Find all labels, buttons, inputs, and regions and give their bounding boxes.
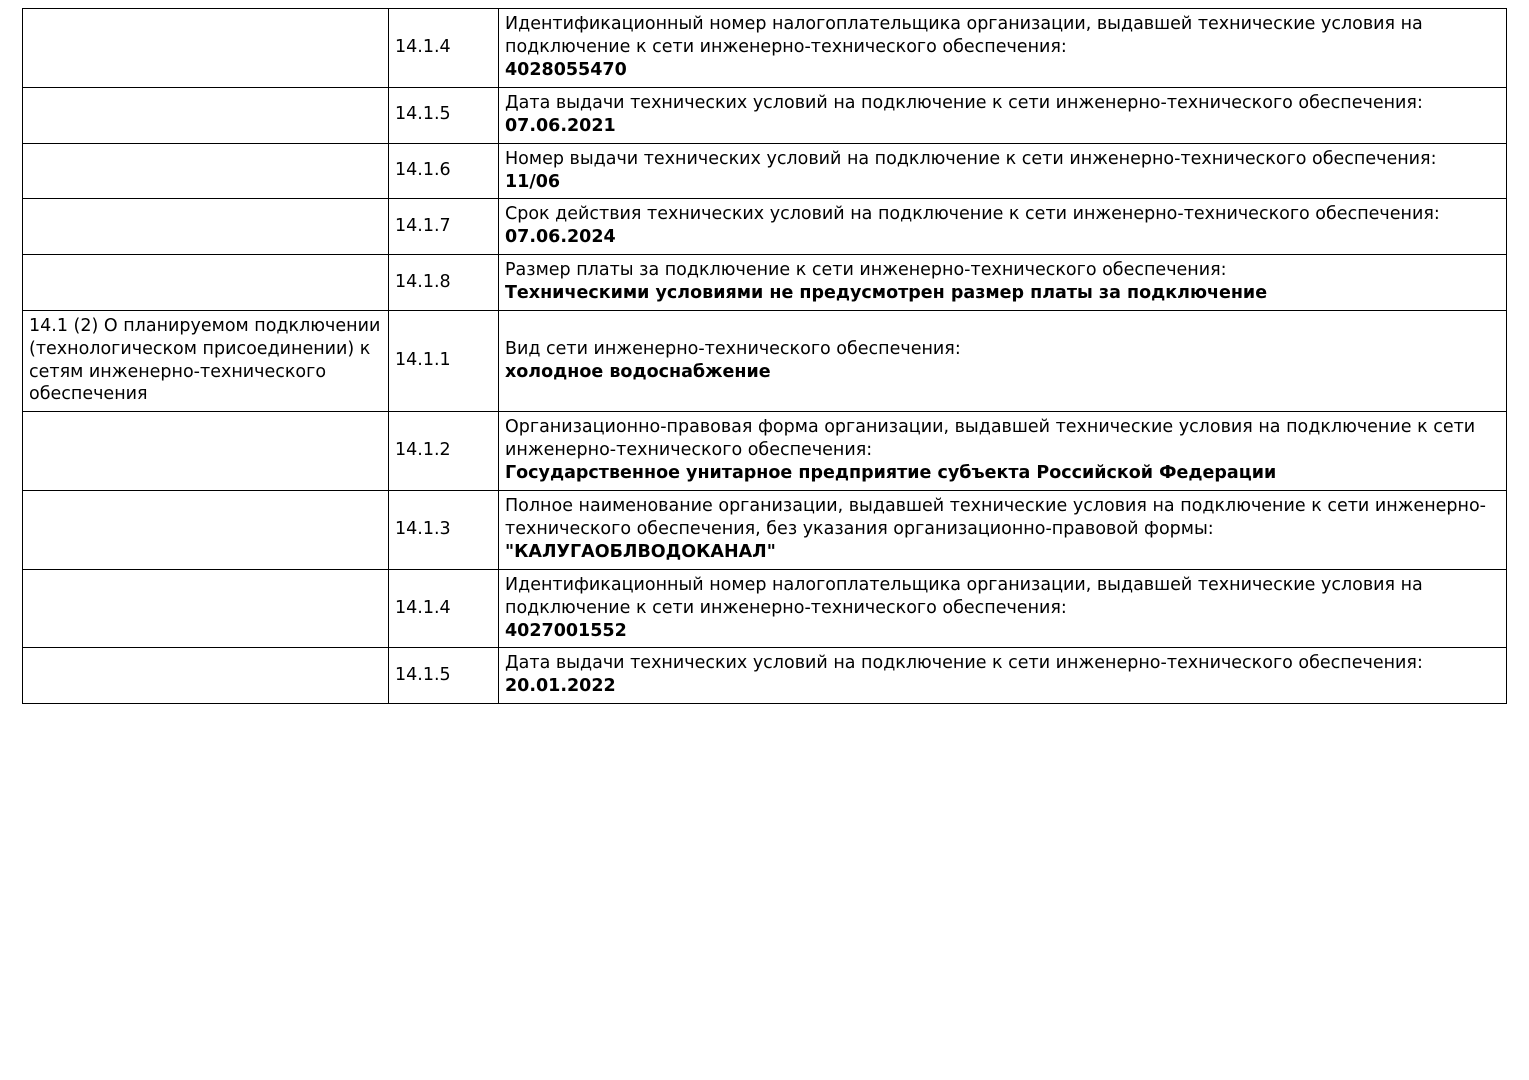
table-body (23, 9, 1507, 704)
row-section-label (23, 490, 389, 569)
row-code: 14.1.4 (389, 9, 499, 88)
row-content-text: Дата выдачи технических условий на подключение к сети инженерно-технического обеспечения: (505, 92, 1423, 113)
row-content (499, 648, 1507, 704)
row-content-value: "КАЛУГАОБЛВОДОКАНАЛ" (505, 541, 776, 562)
table-row (23, 490, 1507, 569)
row-content-text: Размер платы за подключение к сети инженерно-технического обеспечения: (505, 260, 1227, 281)
row-content-value: 4027001552 (505, 620, 627, 641)
row-content (499, 143, 1507, 199)
table-row (23, 9, 1507, 88)
row-content-text: Срок действия технических условий на подключение к сети инженерно-технического обеспечения: (505, 204, 1440, 225)
row-section-label: 14.1 (2) О планируемом подключении (технологическом присоединении) к сетям инженерно-технического обеспечения (23, 311, 389, 412)
row-section-label (23, 9, 389, 88)
row-content-value: Государственное унитарное предприятие субъекта Российской Федерации (505, 462, 1277, 483)
row-section-label (23, 569, 389, 648)
row-content-text: Номер выдачи технических условий на подключение к сети инженерно-технического обеспечения: (505, 148, 1437, 169)
row-section-label (23, 648, 389, 704)
row-content-text: Идентификационный номер налогоплательщика организации, выдавшей технические условия на подключение к сети инженерно-технического обеспечения: (505, 14, 1423, 57)
row-content-text: Вид сети инженерно-технического обеспечения: (505, 338, 961, 359)
row-content (499, 569, 1507, 648)
row-code: 14.1.5 (389, 648, 499, 704)
table-row (23, 311, 1507, 412)
row-section-label (23, 143, 389, 199)
row-code: 14.1.6 (389, 143, 499, 199)
row-section-label (23, 255, 389, 311)
table-row (23, 648, 1507, 704)
row-content-value: холодное водоснабжение (505, 361, 771, 382)
row-content-text: Идентификационный номер налогоплательщика организации, выдавшей технические условия на подключение к сети инженерно-технического обеспечения: (505, 574, 1423, 618)
row-content (499, 255, 1507, 311)
row-content-value: Техническими условиями не предусмотрен размер платы за подключение (505, 283, 1268, 304)
row-section-label (23, 199, 389, 255)
row-code: 14.1.1 (389, 311, 499, 412)
row-content (499, 199, 1507, 255)
row-content-text: Полное наименование организации, выдавшей технические условия на подключение к сети инженерно-технического обеспечения, без указания организационно-правовой формы: (505, 495, 1486, 539)
row-code: 14.1.5 (389, 87, 499, 143)
row-content-value: 4028055470 (505, 59, 627, 80)
row-content (499, 311, 1507, 412)
table-row (23, 87, 1507, 143)
row-content-text: Организационно-правовая форма организации, выдавшей технические условия на подключение к сети инженерно-технического обеспечения: (505, 417, 1476, 461)
row-content-value: 11/06 (505, 171, 561, 192)
row-code: 14.1.2 (389, 412, 499, 491)
row-code: 14.1.3 (389, 490, 499, 569)
row-content (499, 9, 1507, 88)
row-content-value: 07.06.2021 (505, 115, 616, 136)
row-content-value: 20.01.2022 (505, 676, 616, 697)
table-row (23, 199, 1507, 255)
row-content (499, 412, 1507, 491)
row-code: 14.1.4 (389, 569, 499, 648)
technical-conditions-table (22, 8, 1507, 704)
table-row (23, 255, 1507, 311)
table-row (23, 569, 1507, 648)
row-content (499, 87, 1507, 143)
row-content-value: 07.06.2024 (505, 227, 616, 248)
row-code: 14.1.7 (389, 199, 499, 255)
row-content (499, 490, 1507, 569)
row-code: 14.1.8 (389, 255, 499, 311)
row-section-label (23, 412, 389, 491)
table-row (23, 412, 1507, 491)
row-content-text: Дата выдачи технических условий на подключение к сети инженерно-технического обеспечения: (505, 653, 1423, 674)
row-section-label (23, 87, 389, 143)
table-row (23, 143, 1507, 199)
